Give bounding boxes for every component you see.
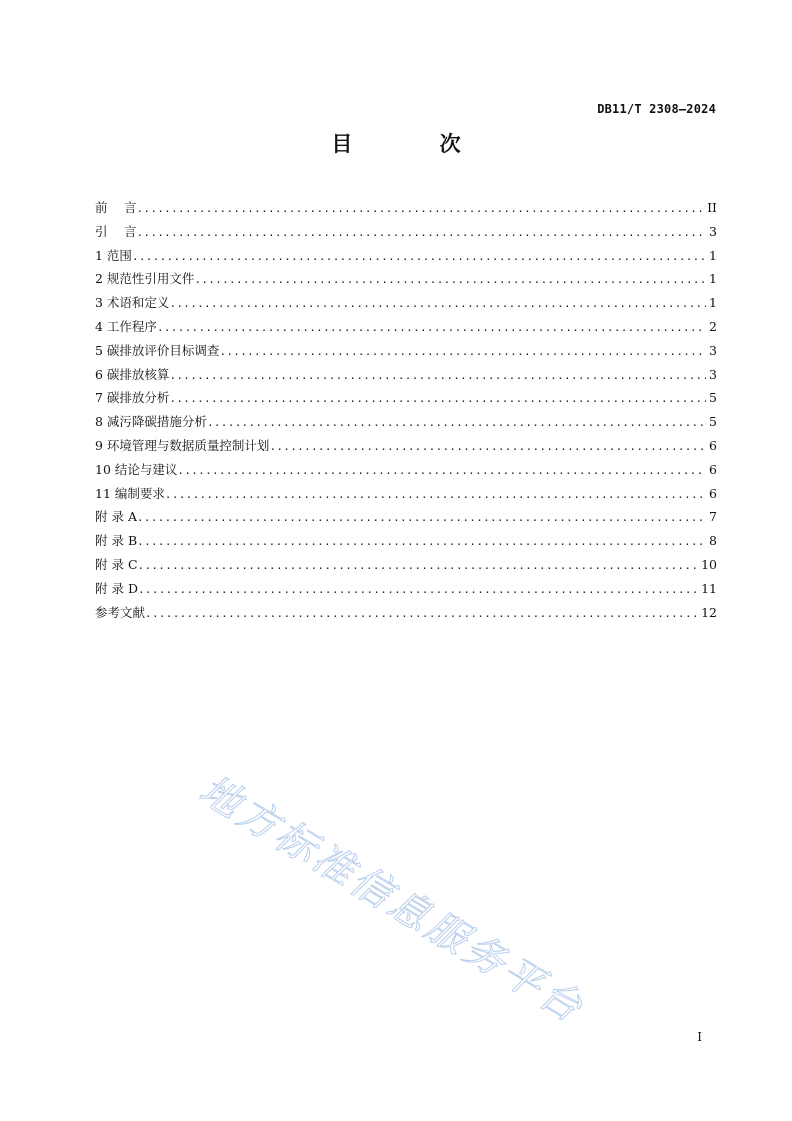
- toc-label: 前 言: [95, 200, 137, 215]
- toc-page-number: 3: [709, 223, 717, 239]
- toc-entry-introduction[interactable]: [95, 220, 717, 244]
- toc-label: 6 碳排放核算: [95, 366, 170, 382]
- toc-entry-appendix-c[interactable]: [95, 553, 717, 577]
- toc-leader-dots: [269, 435, 706, 459]
- toc-page-number: 2: [709, 318, 717, 334]
- toc-page-number: 3: [709, 342, 717, 358]
- toc-leader-dots: [132, 245, 706, 269]
- toc-leader-dots: [194, 268, 706, 292]
- table-of-contents: [95, 196, 717, 624]
- toc-label: 3 术语和定义: [95, 295, 170, 311]
- toc-entry-emission-accounting[interactable]: [95, 363, 717, 387]
- toc-page-number: 1: [709, 247, 717, 263]
- toc-entry-appendix-b[interactable]: [95, 529, 717, 553]
- toc-label: 附 录 D: [95, 580, 138, 596]
- toc-label: 2 规范性引用文件: [95, 271, 195, 287]
- toc-entry-terms-definitions[interactable]: [95, 291, 717, 315]
- toc-page-number: 10: [701, 556, 717, 572]
- toc-leader-dots: [145, 602, 698, 626]
- toc-label: 引 言: [95, 223, 137, 239]
- toc-leader-dots: [136, 221, 706, 245]
- toc-page-number: 6: [709, 461, 717, 477]
- toc-page-number: 3: [709, 366, 717, 382]
- watermark: 地方标准信息服务平台: [191, 766, 593, 1033]
- toc-leader-dots: [169, 292, 706, 316]
- toc-label: 附 录 A: [95, 509, 137, 525]
- toc-label: 10 结论与建议: [95, 461, 178, 477]
- toc-page-number: 1: [709, 295, 717, 311]
- toc-entry-conclusions[interactable]: [95, 458, 717, 482]
- toc-label: 9 环境管理与数据质量控制计划: [95, 437, 270, 453]
- toc-entry-emission-analysis[interactable]: [95, 386, 717, 410]
- toc-leader-dots: [137, 506, 706, 530]
- toc-entry-management-plan[interactable]: [95, 434, 717, 458]
- toc-leader-dots: [177, 459, 706, 483]
- toc-entry-reduction-measures[interactable]: [95, 410, 717, 434]
- toc-label: 11 编制要求: [95, 485, 165, 501]
- toc-page-number: 5: [709, 414, 717, 430]
- toc-page-number: 12: [701, 604, 717, 620]
- toc-entry-appendix-d[interactable]: [95, 577, 717, 601]
- toc-leader-dots: [157, 316, 706, 340]
- page-number: I: [697, 1030, 702, 1044]
- toc-label: 参考文献: [95, 604, 146, 620]
- toc-label: 附 录 B: [95, 533, 138, 549]
- toc-label: 8 减污降碳措施分析: [95, 414, 207, 430]
- toc-leader-dots: [138, 578, 698, 602]
- toc-page-number: II: [707, 200, 717, 215]
- toc-entry-compilation-requirements[interactable]: [95, 482, 717, 506]
- toc-label: 4 工作程序: [95, 318, 157, 334]
- toc-label: 7 碳排放分析: [95, 390, 170, 406]
- toc-page-number: 7: [709, 509, 717, 525]
- toc-page-number: 6: [709, 485, 717, 501]
- toc-leader-dots: [137, 530, 706, 554]
- document-code: DB11/T 2308—2024: [597, 102, 716, 116]
- toc-entry-bibliography[interactable]: [95, 601, 717, 625]
- toc-page-number: 11: [701, 580, 717, 596]
- toc-entry-target-survey[interactable]: [95, 339, 717, 363]
- toc-label: 5 碳排放评价目标调查: [95, 342, 220, 358]
- toc-page-number: 8: [709, 533, 717, 549]
- toc-leader-dots: [169, 364, 706, 388]
- toc-leader-dots: [136, 197, 704, 221]
- toc-entry-normative-references[interactable]: [95, 267, 717, 291]
- toc-leader-dots: [219, 340, 706, 364]
- toc-page-number: 1: [709, 271, 717, 287]
- toc-leader-dots: [138, 554, 699, 578]
- toc-page-number: 5: [709, 390, 717, 406]
- toc-label: 附 录 C: [95, 556, 138, 572]
- toc-entry-appendix-a[interactable]: [95, 505, 717, 529]
- toc-entry-foreword[interactable]: [95, 196, 717, 220]
- page-title: 目 次: [331, 132, 501, 156]
- toc-leader-dots: [169, 387, 706, 411]
- toc-page-number: 6: [709, 437, 717, 453]
- toc-leader-dots: [207, 411, 706, 435]
- toc-entry-work-procedure[interactable]: [95, 315, 717, 339]
- toc-leader-dots: [165, 483, 706, 507]
- toc-label: 1 范围: [95, 247, 132, 263]
- toc-entry-scope[interactable]: [95, 244, 717, 268]
